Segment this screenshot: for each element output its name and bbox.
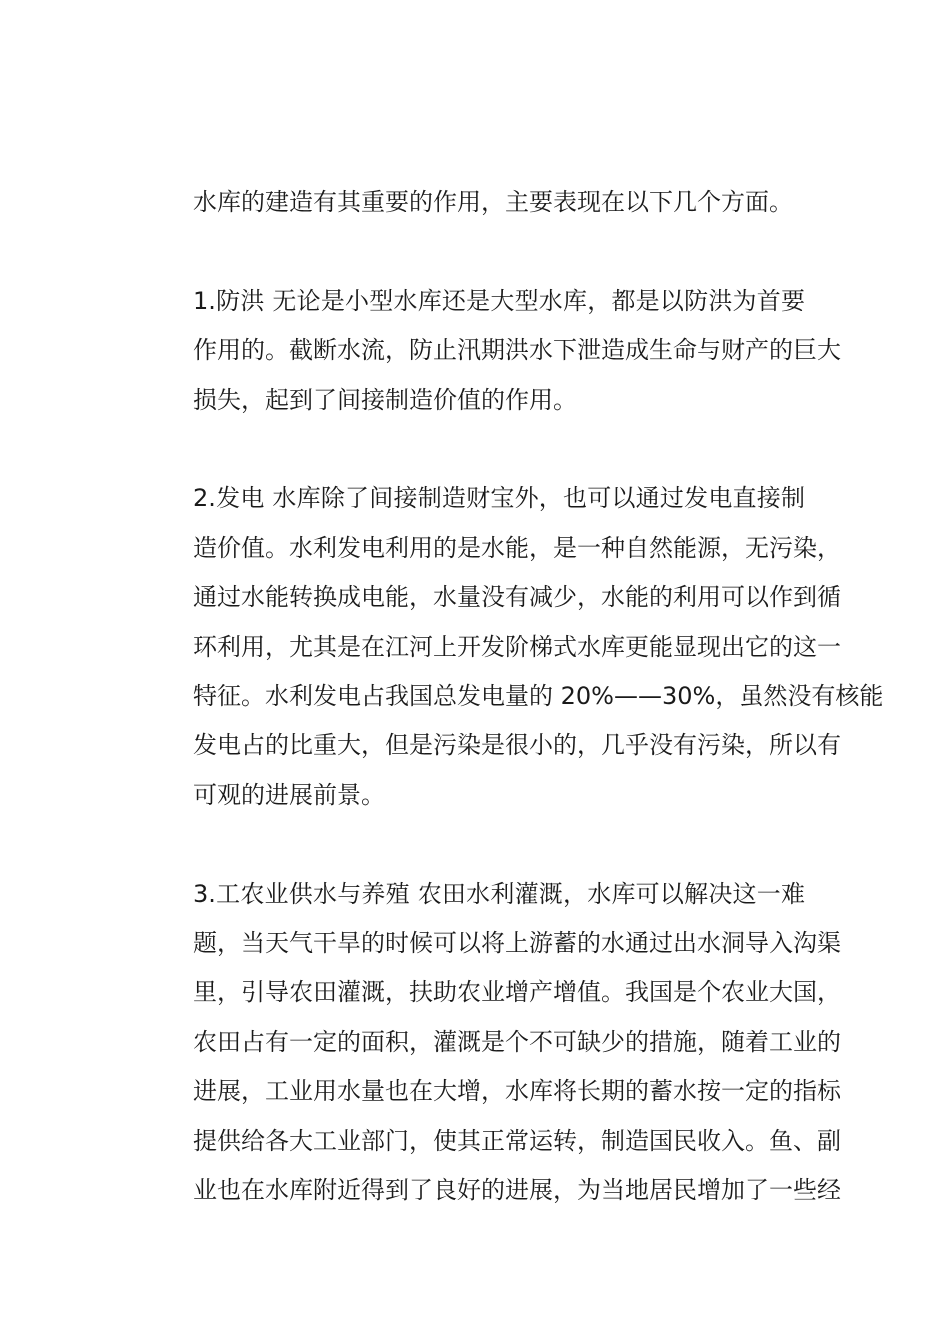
text-line: 环利用，尤其是在江河上开发阶梯式水库更能显现出它的这一 (193, 632, 841, 661)
text-line: 3.工农业供水与养殖 农田水利灌溉，水库可以解决这一难 (193, 879, 805, 908)
text-line: 提供给各大工业部门，使其正常运转，制造国民收入。鱼、副 (193, 1126, 841, 1155)
text-line: 1.防洪 无论是小型水库还是大型水库，都是以防洪为首要 (193, 286, 805, 315)
text-line: 特征。水利发电占我国总发电量的 20%——30%，虽然没有核能 (193, 682, 884, 711)
intro-paragraph (145, 178, 805, 227)
text-line: 可观的进展前景。 (193, 780, 385, 809)
text-line: 农田占有一定的面积，灌溉是个不可缺少的措施，随着工业的 (193, 1027, 841, 1056)
text-line: 里，引导农田灌溉，扶助农业增产增值。我国是个农业大国， (193, 978, 841, 1007)
text-line: 通过水能转换成电能，水量没有减少，水能的利用可以作到循 (193, 583, 841, 612)
section-water-supply (145, 870, 841, 1216)
text-line: 发电占的比重大，但是污染是很小的，几乎没有污染，所以有 (193, 731, 841, 760)
text-line: 水库的建造有其重要的作用，主要表现在以下几个方面。 (193, 188, 793, 216)
text-line: 进展，工业用水量也在大增，水库将长期的蓄水按一定的指标 (193, 1077, 841, 1106)
text-line: 业也在水库附近得到了良好的进展，为当地居民增加了一些经 (193, 1176, 841, 1205)
section-power-generation (145, 474, 884, 820)
paragraph-spacer (145, 227, 805, 276)
section-flood-control (145, 277, 841, 425)
text-line: 造价值。水利发电利用的是水能，是一种自然能源，无污染， (193, 533, 841, 562)
document-body (145, 178, 884, 1215)
text-line: 题，当天气干旱的时候可以将上游蓄的水通过出水洞导入沟渠 (193, 929, 841, 958)
text-line: 损失，起到了间接制造价值的作用。 (193, 385, 577, 414)
paragraph-spacer (145, 820, 805, 869)
text-line: 2.发电 水库除了间接制造财宝外，也可以通过发电直接制 (193, 484, 805, 513)
text-line: 作用的。截断水流，防止汛期洪水下泄造成生命与财产的巨大 (193, 336, 841, 365)
paragraph-spacer (145, 425, 805, 474)
